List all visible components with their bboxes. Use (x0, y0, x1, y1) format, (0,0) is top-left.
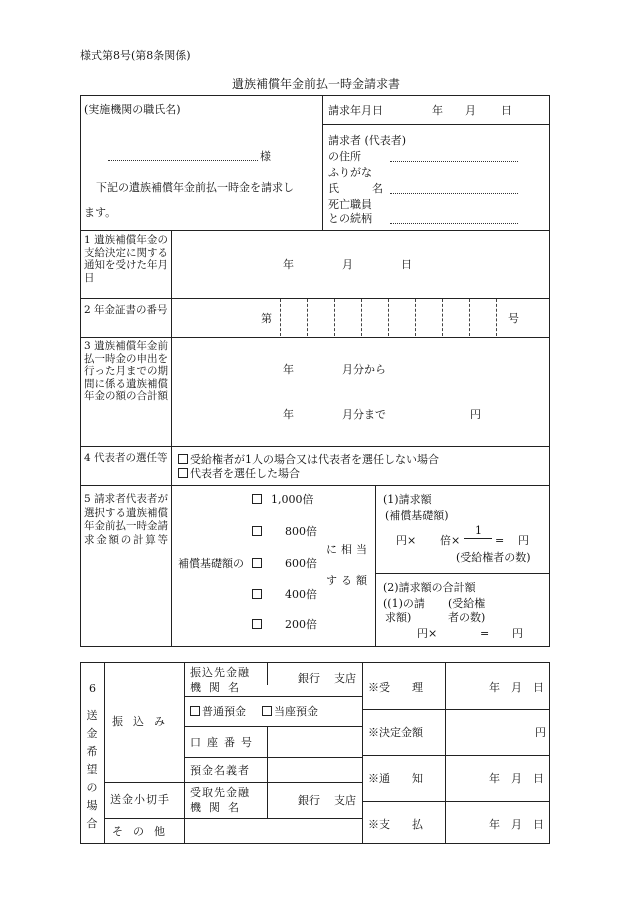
calc2-d: 者の数) (448, 611, 486, 624)
row2-label: 2 年金証書の番号 (84, 304, 168, 316)
deposit-futsu[interactable]: 普通預金 (190, 706, 246, 717)
section-label: 送金希望の場合 (86, 709, 98, 830)
mult-800[interactable]: 800倍 (252, 526, 317, 537)
recv-label-2: 機関名 (190, 801, 247, 814)
date-month: 月 (465, 104, 476, 117)
checkbox-icon[interactable] (252, 558, 262, 568)
row3-to-year: 年 (283, 408, 294, 421)
deceased-label-2: との続柄 (328, 212, 372, 225)
shiharai-date: 年 月 日 (489, 818, 544, 831)
row3-yen: 円 (470, 408, 481, 421)
row3-to: 月分まで (342, 408, 386, 421)
lower-table (80, 662, 550, 844)
mult-400[interactable]: 400倍 (252, 589, 317, 600)
org-name-line[interactable] (108, 160, 258, 161)
checkbox-icon[interactable] (252, 526, 262, 536)
mult-600[interactable]: 600倍 (252, 558, 317, 569)
calc1-sub: (補償基礎額) (385, 509, 449, 522)
row1-month: 月 (342, 258, 353, 271)
juri-date: 年 月 日 (489, 681, 544, 694)
kettei-label: ※決定金額 (368, 726, 423, 739)
sonota-label: その他 (112, 825, 175, 838)
calc2-c: (受給権 (448, 597, 486, 610)
row5-label: 5 請求者代表者が選択する遺族補償年金前払一時金請求金額の計算等 (84, 493, 168, 546)
mult-200[interactable]: 200倍 (252, 619, 317, 630)
row1-day: 日 (401, 258, 412, 271)
account-name-label: 預金名義者 (190, 764, 250, 777)
recv-label-1: 受取先金融 (190, 786, 250, 799)
checkbox-icon[interactable] (252, 589, 262, 599)
bank-label-1: 振込先金融 (190, 666, 250, 679)
calc2-b: 求額) (385, 611, 412, 624)
shiharai-label: ※支 払 (368, 818, 423, 831)
bank-shiten: 支店 (334, 672, 356, 685)
checkbox-icon[interactable] (178, 468, 188, 478)
checkbox-icon[interactable] (178, 454, 188, 464)
calc1-bai-x: 倍× (440, 534, 461, 547)
checkbox-icon[interactable] (252, 494, 262, 504)
sama-text: 様 (260, 150, 271, 163)
account-no-label: 口座番号 (190, 736, 258, 749)
row3-from: 月分から (342, 363, 386, 376)
calc2-eq: = (480, 627, 490, 640)
org-label: (実施機関の職氏名) (84, 103, 181, 116)
calc2-a: ((1)の請 (383, 597, 425, 610)
calc1-title: (1)請求額 (383, 493, 432, 506)
bank-ginko: 銀行 (298, 672, 320, 685)
row1-year: 年 (283, 258, 294, 271)
calc2-yen-x: 円× (417, 627, 438, 640)
checkbox-icon[interactable] (190, 706, 200, 716)
claimant-label: 請求者 (代表者) (328, 134, 407, 147)
kettei-yen: 円 (535, 726, 546, 739)
calc1-yen-x: 円× (396, 534, 417, 547)
rep-option-1[interactable]: 受給権者が1人の場合又は代表者を選任しない場合 (178, 454, 439, 465)
deceased-label-1: 死亡職員 (328, 198, 372, 211)
juri-label: ※受 理 (368, 681, 423, 694)
calc1-denom: (受給権者の数) (456, 551, 531, 564)
cert-dai: 第 (261, 312, 272, 325)
statement-text-2: ます。 (84, 206, 117, 219)
tsuchi-label: ※通 知 (368, 772, 423, 785)
equiv-2: する額 (326, 574, 371, 587)
relation-line[interactable] (390, 223, 518, 224)
tsuchi-date: 年 月 日 (489, 772, 544, 785)
row4-label: 4 代表者の選任等 (84, 452, 168, 464)
calc1-yen: 円 (518, 534, 529, 547)
date-year: 年 (432, 104, 443, 117)
calc1-num: 1 (475, 524, 482, 537)
page-title: 遺族補償年金前払一時金請求書 (232, 77, 401, 91)
calc2-title: (2)請求額の合計額 (383, 581, 476, 594)
row1-label: 1 遺族補償年金の支給決定に関する通知を受けた年月日 (84, 234, 168, 284)
row3-from-year: 年 (283, 363, 294, 376)
furigana-label: ふりがな (328, 166, 372, 179)
checkbox-icon[interactable] (252, 619, 262, 629)
mult-1000[interactable]: 1,000倍 (252, 494, 314, 505)
recv-ginko: 銀行 (298, 794, 320, 807)
cert-go: 号 (508, 312, 519, 325)
base-prefix: 補償基礎額の (178, 557, 244, 570)
deposit-toza[interactable]: 当座預金 (262, 706, 318, 717)
calc2-yen: 円 (512, 627, 523, 640)
address-line[interactable] (390, 161, 518, 162)
equiv-1: に相当 (326, 543, 371, 556)
bank-label-2: 機関名 (190, 681, 247, 694)
recv-shiten: 支店 (334, 794, 356, 807)
checkbox-icon[interactable] (262, 706, 272, 716)
name-line[interactable] (390, 193, 518, 194)
address-label: の住所 (328, 150, 361, 163)
shi-label: 氏 (328, 182, 339, 195)
kogitte-label: 送金小切手 (110, 793, 170, 806)
row3-label: 3 遺族補償年金前払一時金の申出を行った月までの期間に係る遺族補償年金の額の合計額 (84, 340, 168, 402)
section-no: 6 (89, 682, 96, 695)
date-label: 請求年月日 (328, 104, 383, 117)
form-id: 様式第8号(第8条関係) (80, 49, 191, 62)
date-day: 日 (501, 104, 512, 117)
rep-option-2[interactable]: 代表者を選任した場合 (178, 468, 300, 479)
name-label: 名 (372, 182, 383, 195)
statement-text: 下記の遺族補償年金前払一時金を請求し (96, 181, 294, 194)
furikomi-label: 振込み (112, 715, 175, 728)
calc1-eq: = (495, 534, 505, 547)
